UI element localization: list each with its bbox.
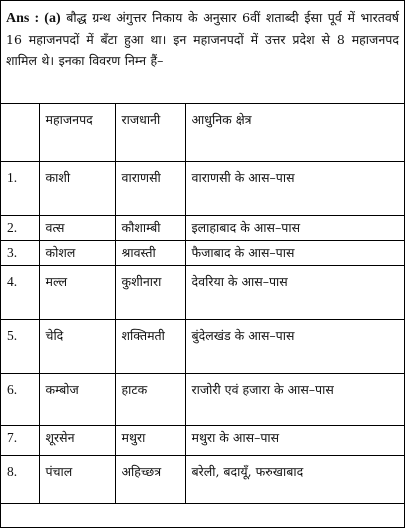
header-serial [1, 104, 39, 161]
table-row [1, 265, 404, 319]
region-cell: बुंदेलखंड के आस–पास [185, 319, 404, 373]
janpad-cell: पंचाल [39, 455, 115, 503]
row-number: 5. [1, 319, 39, 373]
region-cell: राजोरी एवं हजारा के आस–पास [185, 373, 404, 425]
janpad-cell: वत्स [39, 215, 115, 240]
row-number: 2. [1, 215, 39, 240]
answer-text: बौद्ध ग्रन्थ अंगुत्तर निकाय के अनुसार 6वीं शताब्दी ईसा पूर्व में भारतवर्ष 16 महाजनपदों में बँटा हुआ था। इन महाजनपदों में उत्तर प्रदेश से 8 महाजनपद शामिल थे। इनका विवरण निम्न हैं– [6, 10, 399, 68]
janpad-cell: चेदि [39, 319, 115, 373]
capital-cell: मथुरा [115, 425, 185, 455]
header-region: आधुनिक क्षेत्र [185, 104, 404, 161]
header-janpad: महाजनपद [39, 104, 115, 161]
region-cell: देवरिया के आस–पास [185, 265, 404, 319]
janpad-cell: मल्ल [39, 265, 115, 319]
janpad-cell: कम्बोज [39, 373, 115, 425]
table-row [1, 373, 404, 425]
row-number: 8. [1, 455, 39, 503]
table-row [1, 425, 404, 455]
table-row [1, 455, 404, 503]
header-capital: राजधानी [115, 104, 185, 161]
capital-cell: शक्तिमती [115, 319, 185, 373]
table-row [1, 215, 404, 240]
capital-cell: कुशीनारा [115, 265, 185, 319]
capital-cell: हाटक [115, 373, 185, 425]
table-row [1, 240, 404, 265]
region-cell: बरेली, बदायूँ, फरुखाबाद [185, 455, 404, 503]
capital-cell: अहिच्छत्र [115, 455, 185, 503]
capital-cell: वाराणसी [115, 161, 185, 215]
region-cell: इलाहाबाद के आस–पास [185, 215, 404, 240]
row-number: 7. [1, 425, 39, 455]
janpad-cell: काशी [39, 161, 115, 215]
row-number: 3. [1, 240, 39, 265]
region-cell: मथुरा के आस–पास [185, 425, 404, 455]
answer-paragraph [1, 1, 404, 104]
row-number: 6. [1, 373, 39, 425]
janpad-cell: कोशल [39, 240, 115, 265]
region-cell: वाराणसी के आस–पास [185, 161, 404, 215]
mahajanapada-table [1, 104, 404, 504]
table-header-row [1, 104, 404, 161]
answer-label: Ans : (a) [6, 11, 61, 26]
table-row [1, 319, 404, 373]
capital-cell: श्रावस्ती [115, 240, 185, 265]
region-cell: फैजाबाद के आस–पास [185, 240, 404, 265]
janpad-cell: शूरसेन [39, 425, 115, 455]
row-number: 1. [1, 161, 39, 215]
capital-cell: कौशाम्बी [115, 215, 185, 240]
row-number: 4. [1, 265, 39, 319]
table-row [1, 161, 404, 215]
